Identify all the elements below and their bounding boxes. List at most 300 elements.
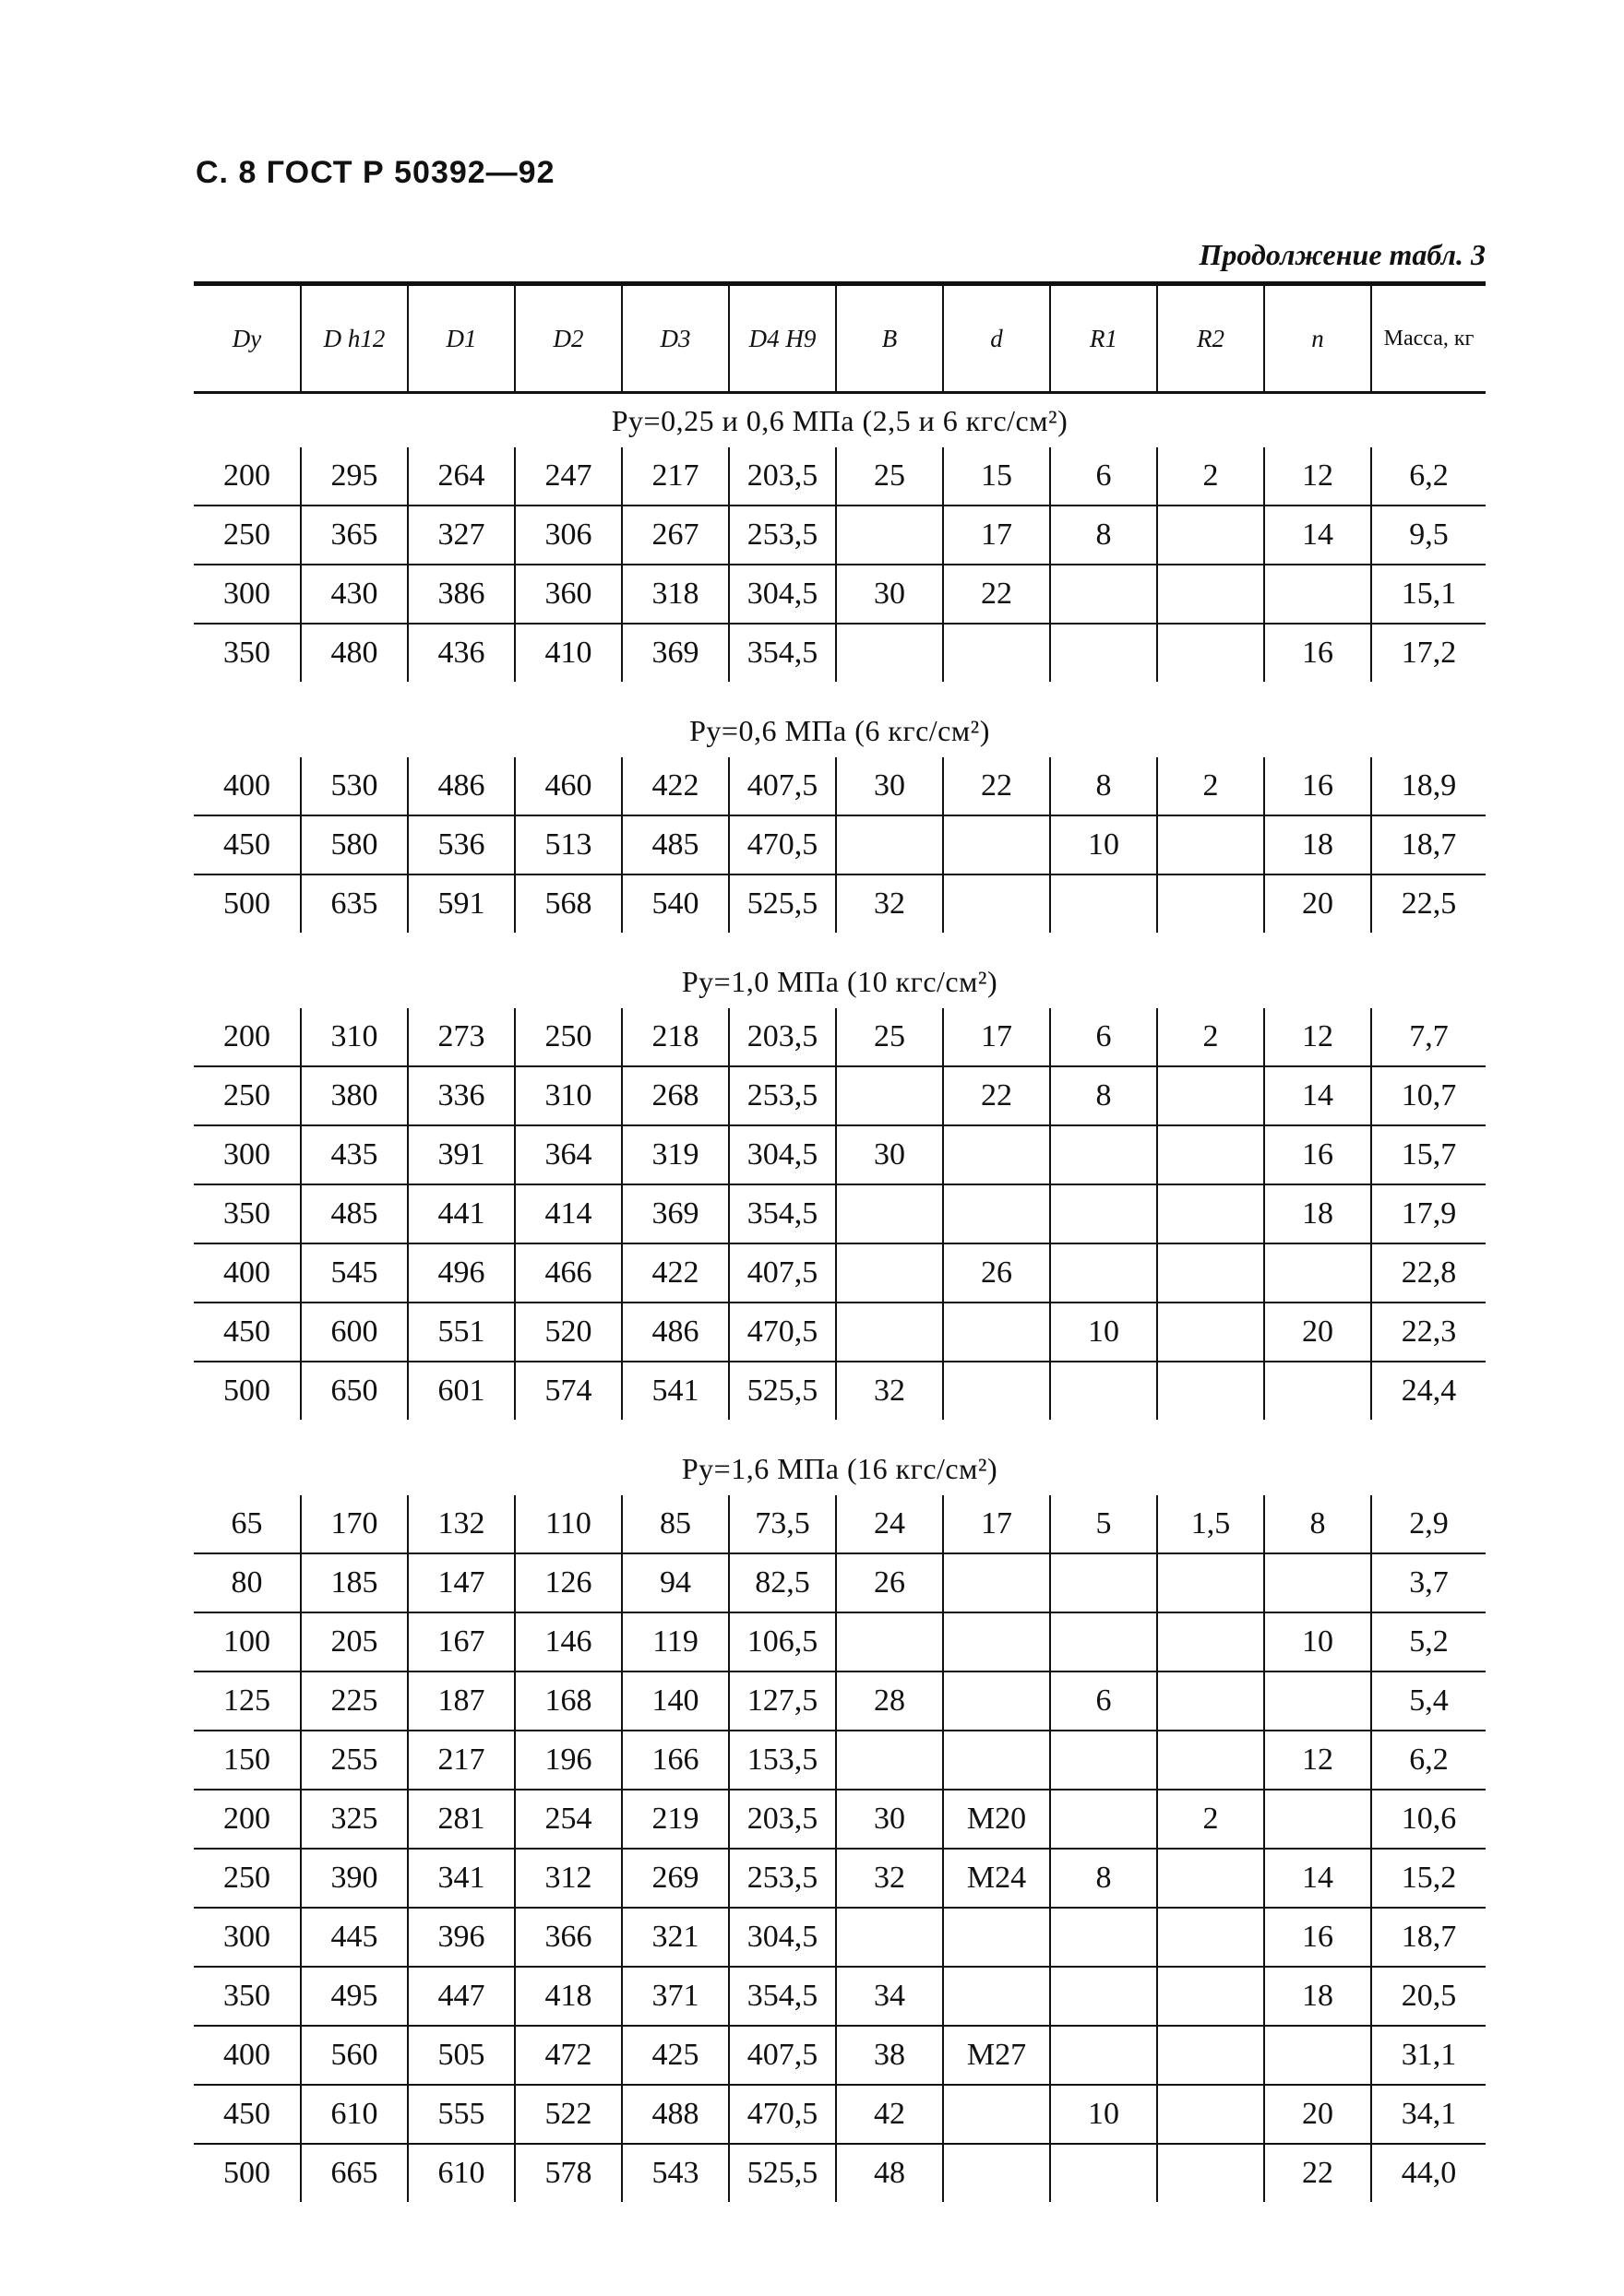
table-cell: 380 [301, 1066, 408, 1125]
table-cell: 269 [622, 1849, 729, 1908]
table-cell: 196 [515, 1731, 622, 1790]
table-cell [836, 1303, 943, 1362]
col-header-d1: D1 [408, 284, 515, 393]
section-header-row [194, 1442, 1486, 1495]
table-cell: 580 [301, 815, 408, 874]
table-cell: 486 [408, 757, 515, 815]
table-cell: 250 [194, 506, 301, 565]
table-cell: 16 [1264, 757, 1371, 815]
table-cell: 10,7 [1371, 1066, 1486, 1125]
col-header-d: D h12 [301, 284, 408, 393]
table-cell [943, 2085, 1050, 2144]
table-cell [943, 815, 1050, 874]
table-cell: 327 [408, 506, 515, 565]
table-cell: 304,5 [729, 1125, 836, 1184]
table-cell [943, 1731, 1050, 1790]
section-title: Pу=1,6 МПа (16 кгс/см²) [681, 1451, 998, 1485]
table-cell: 470,5 [729, 2085, 836, 2144]
table-cell: 24 [836, 1495, 943, 1553]
table-cell: 525,5 [729, 874, 836, 933]
table-cell [943, 624, 1050, 682]
table-row [194, 1849, 1486, 1908]
table-cell: 32 [836, 874, 943, 933]
table-cell: 25 [836, 1008, 943, 1066]
table-row [194, 1303, 1486, 1362]
table-cell: 304,5 [729, 565, 836, 624]
table-cell [943, 1184, 1050, 1243]
table-cell: 14 [1264, 506, 1371, 565]
table-cell: 12 [1264, 1008, 1371, 1066]
header-row [194, 284, 1486, 393]
table-cell: 360 [515, 565, 622, 624]
table-cell [836, 815, 943, 874]
table-cell [1050, 1125, 1157, 1184]
col-header-dy: Dy [194, 284, 301, 393]
table-cell [1157, 1125, 1264, 1184]
table-cell: 18,7 [1371, 1908, 1486, 1967]
table-cell [1050, 2026, 1157, 2085]
table-cell: 17 [943, 506, 1050, 565]
table-cell: 100 [194, 1612, 301, 1671]
table-row [194, 1362, 1486, 1420]
table-cell [1050, 1362, 1157, 1420]
table-cell: 17,9 [1371, 1184, 1486, 1243]
table-cell [836, 506, 943, 565]
table-cell: 450 [194, 2085, 301, 2144]
table-cell: 450 [194, 815, 301, 874]
table-cell: 5,2 [1371, 1612, 1486, 1671]
table-cell: 600 [301, 1303, 408, 1362]
table-cell: 6,2 [1371, 447, 1486, 506]
table-cell: 254 [515, 1790, 622, 1849]
table-row [194, 1184, 1486, 1243]
table-cell [1157, 506, 1264, 565]
table-row [194, 1790, 1486, 1849]
table-cell: 6 [1050, 447, 1157, 506]
table-cell: 26 [836, 1553, 943, 1612]
table-cell [943, 1612, 1050, 1671]
table-cell: 250 [515, 1008, 622, 1066]
table-cell: 20 [1264, 2085, 1371, 2144]
table-cell: 418 [515, 1967, 622, 2026]
table-cell: 435 [301, 1125, 408, 1184]
table-cell: 73,5 [729, 1495, 836, 1553]
table-cell: 6 [1050, 1008, 1157, 1066]
table-cell: 253,5 [729, 506, 836, 565]
table-cell: 522 [515, 2085, 622, 2144]
table-cell: 400 [194, 2026, 301, 2085]
table-cell: 30 [836, 1790, 943, 1849]
table-cell [943, 1362, 1050, 1420]
table-cell: 1,5 [1157, 1495, 1264, 1553]
table-cell [1050, 1553, 1157, 1612]
table-cell: 200 [194, 1790, 301, 1849]
table-cell [1264, 1553, 1371, 1612]
table-cell: 8 [1050, 1849, 1157, 1908]
table-cell: 247 [515, 447, 622, 506]
table-cell: 25 [836, 447, 943, 506]
table-cell: 650 [301, 1362, 408, 1420]
table-cell [836, 624, 943, 682]
table-cell: 250 [194, 1066, 301, 1125]
table-cell: 354,5 [729, 624, 836, 682]
table-cell: 525,5 [729, 2144, 836, 2202]
table-cell: 119 [622, 1612, 729, 1671]
table-row [194, 2144, 1486, 2202]
table-cell: 310 [301, 1008, 408, 1066]
table-cell: 267 [622, 506, 729, 565]
col-header-d2: D2 [515, 284, 622, 393]
table-cell: 450 [194, 1303, 301, 1362]
table-cell [943, 874, 1050, 933]
table-cell: 170 [301, 1495, 408, 1553]
table-cell: 10 [1050, 2085, 1157, 2144]
table-cell: 82,5 [729, 1553, 836, 1612]
table-cell: 441 [408, 1184, 515, 1243]
table-cell: 16 [1264, 1125, 1371, 1184]
table-cell: 390 [301, 1849, 408, 1908]
section-gap-cell [194, 682, 1486, 704]
table-row [194, 447, 1486, 506]
table-cell: 30 [836, 757, 943, 815]
table-cell: 2 [1157, 1790, 1264, 1849]
table-cell: 371 [622, 1967, 729, 2026]
table-cell: 495 [301, 1967, 408, 2026]
table-cell: 551 [408, 1303, 515, 1362]
col-header-r1: R1 [1050, 284, 1157, 393]
table-cell: 470,5 [729, 815, 836, 874]
table-cell: 187 [408, 1671, 515, 1731]
table-cell: 2 [1157, 757, 1264, 815]
table-cell: 15,7 [1371, 1125, 1486, 1184]
table-cell: 12 [1264, 1731, 1371, 1790]
table-cell: 665 [301, 2144, 408, 2202]
table-cell: 16 [1264, 624, 1371, 682]
table-cell: 203,5 [729, 1008, 836, 1066]
table-cell: 264 [408, 447, 515, 506]
table-cell: 486 [622, 1303, 729, 1362]
table-cell [836, 1908, 943, 1967]
table-cell: 205 [301, 1612, 408, 1671]
table-cell: 10 [1264, 1612, 1371, 1671]
table-cell: 400 [194, 757, 301, 815]
table-cell: 422 [622, 1243, 729, 1303]
table-cell [1157, 565, 1264, 624]
table-cell: 354,5 [729, 1967, 836, 2026]
table-cell [1157, 1243, 1264, 1303]
table-cell [1157, 1849, 1264, 1908]
table-cell: 22 [1264, 2144, 1371, 2202]
table-cell [836, 1612, 943, 1671]
table-cell: 436 [408, 624, 515, 682]
table-cell [1157, 1967, 1264, 2026]
table-cell: 126 [515, 1553, 622, 1612]
table-cell: 500 [223, 886, 270, 921]
table-cell: 2 [1157, 1008, 1264, 1066]
table-cell: 253,5 [729, 1066, 836, 1125]
table-cell [1050, 2144, 1157, 2202]
table-cell: 466 [515, 1243, 622, 1303]
table-row [194, 1125, 1486, 1184]
table-cell: 14 [1264, 1849, 1371, 1908]
col-header-d3: D3 [622, 284, 729, 393]
table-cell: 203,5 [729, 1790, 836, 1849]
table-cell: 2 [1157, 447, 1264, 506]
table-cell: 34 [836, 1967, 943, 2026]
table-cell: 300 [194, 1908, 301, 1967]
table-cell: 8 [1050, 1066, 1157, 1125]
table-cell: 480 [301, 624, 408, 682]
table-cell: 560 [301, 2026, 408, 2085]
table-cell: 472 [515, 2026, 622, 2085]
table-cell: 3,7 [1371, 1553, 1486, 1612]
table-body [194, 393, 1486, 2203]
table-cell: 350 [194, 1184, 301, 1243]
section-gap [194, 1420, 1486, 1442]
table-cell: 44,0 [1371, 2144, 1486, 2202]
section-gap-cell [194, 933, 1486, 955]
table-row [194, 757, 1486, 815]
table-cell: 407,5 [729, 757, 836, 815]
table-cell: 18,9 [1371, 757, 1486, 815]
table-row [194, 1008, 1486, 1066]
table-cell: 545 [301, 1243, 408, 1303]
section-gap [194, 933, 1486, 955]
table-cell: 31,1 [1371, 2026, 1486, 2085]
table-cell: 273 [408, 1008, 515, 1066]
table-cell: 281 [408, 1790, 515, 1849]
table-cell: 543 [622, 2144, 729, 2202]
table-cell: 407,5 [729, 2026, 836, 2085]
table-caption: Продолжение табл. 3 [1199, 238, 1486, 271]
table-row [194, 506, 1486, 565]
table-cell: 8 [1264, 1495, 1371, 1553]
table-cell: 354,5 [729, 1184, 836, 1243]
table-cell: 9,5 [1371, 506, 1486, 565]
table-cell: 6,2 [1371, 1731, 1486, 1790]
table-cell: 591 [408, 874, 515, 933]
table-cell: 7,7 [1371, 1008, 1486, 1066]
table-cell [836, 1243, 943, 1303]
table-cell: 304,5 [729, 1908, 836, 1967]
table-cell: 336 [408, 1066, 515, 1125]
table-cell [1157, 1731, 1264, 1790]
table-cell: 22 [943, 757, 1050, 815]
table-cell [1157, 815, 1264, 874]
table-cell: 250 [194, 1849, 301, 1908]
table-cell: 268 [622, 1066, 729, 1125]
table-cell: 318 [622, 565, 729, 624]
table-cell [1050, 874, 1157, 933]
table-cell [1157, 1184, 1264, 1243]
table-cell: 32 [836, 1849, 943, 1908]
table-cell: 18,7 [1371, 815, 1486, 874]
table-cell: 153,5 [729, 1731, 836, 1790]
table-cell: 306 [515, 506, 622, 565]
table-cell [1050, 1243, 1157, 1303]
table-cell: 410 [515, 624, 622, 682]
table-cell: 22,3 [1371, 1303, 1486, 1362]
table-cell [836, 1731, 943, 1790]
table-cell [943, 1967, 1050, 2026]
table-cell: 20 [1264, 874, 1371, 933]
table-cell: 536 [408, 815, 515, 874]
table-cell: 218 [622, 1008, 729, 1066]
table-cell: 28 [836, 1671, 943, 1731]
table-cell [1264, 1243, 1371, 1303]
col-header-d4: D4 H9 [729, 284, 836, 393]
table-cell [1157, 2026, 1264, 2085]
table-cell [1157, 624, 1264, 682]
table-cell: 255 [301, 1731, 408, 1790]
table-cell [1050, 1184, 1157, 1243]
table-cell: 22,8 [1371, 1243, 1486, 1303]
table-cell [1050, 624, 1157, 682]
table-cell: 125 [194, 1671, 301, 1731]
table-cell: 555 [408, 2085, 515, 2144]
table-cell: 568 [515, 874, 622, 933]
table-cell: 12 [1264, 447, 1371, 506]
table-cell: 217 [622, 447, 729, 506]
table-row [194, 1967, 1486, 2026]
table-cell: 17 [943, 1008, 1050, 1066]
section-gap-cell [194, 1420, 1486, 1442]
table-cell: 321 [622, 1908, 729, 1967]
table-cell: 18 [1264, 815, 1371, 874]
table-cell [1264, 1790, 1371, 1849]
table-cell: 400 [194, 1243, 301, 1303]
table-cell [1050, 1790, 1157, 1849]
table-cell: 386 [408, 565, 515, 624]
table-cell: 150 [194, 1731, 301, 1790]
table-cell: 610 [301, 2085, 408, 2144]
section-title: Pу=1,0 МПа (10 кгс/см²) [681, 964, 998, 998]
table-cell: 17 [943, 1495, 1050, 1553]
table-cell: 15 [943, 447, 1050, 506]
table-cell: 185 [301, 1553, 408, 1612]
table-cell: 422 [622, 757, 729, 815]
table-cell [1264, 1671, 1371, 1731]
table-cell: 391 [408, 1125, 515, 1184]
table-cell: 312 [515, 1849, 622, 1908]
table-row [194, 565, 1486, 624]
table-cell: 6 [1050, 1671, 1157, 1731]
table-row [194, 1908, 1486, 1967]
table-cell: 341 [408, 1849, 515, 1908]
table-cell: 350 [194, 1967, 301, 2026]
table-cell: 530 [301, 757, 408, 815]
table-cell [1157, 1066, 1264, 1125]
table-cell [1050, 1908, 1157, 1967]
table-cell: 601 [408, 1362, 515, 1420]
table-cell [1157, 1362, 1264, 1420]
table-cell: 295 [301, 447, 408, 506]
table-cell: 132 [408, 1495, 515, 1553]
table-row [194, 1066, 1486, 1125]
table-cell [943, 1125, 1050, 1184]
table-cell: 32 [836, 1362, 943, 1420]
section-header-row [194, 704, 1486, 757]
table-cell: 203,5 [729, 447, 836, 506]
table-cell [1264, 2026, 1371, 2085]
table-cell: 541 [622, 1362, 729, 1420]
table-cell: 30 [836, 1125, 943, 1184]
table-cell: 2,9 [1371, 1495, 1486, 1553]
table-cell: 166 [622, 1731, 729, 1790]
table-cell: 325 [301, 1790, 408, 1849]
table-cell: 365 [301, 506, 408, 565]
table-cell [943, 1553, 1050, 1612]
table-cell: M20 [943, 1790, 1050, 1849]
table-cell: 48 [836, 2144, 943, 2202]
table-row [194, 1731, 1486, 1790]
page-header: С. 8 ГОСТ Р 50392—92 [196, 155, 555, 190]
table-cell [1050, 1731, 1157, 1790]
table-cell: 369 [622, 1184, 729, 1243]
table-cell: 20 [1264, 1303, 1371, 1362]
table-row [194, 624, 1486, 682]
table-cell: 219 [622, 1790, 729, 1849]
table-cell: 146 [515, 1612, 622, 1671]
table-cell: 500 [223, 2156, 270, 2190]
table-cell: 200 [194, 447, 301, 506]
table-cell: 470,5 [729, 1303, 836, 1362]
table-cell [943, 1303, 1050, 1362]
col-header-r2: R2 [1157, 284, 1264, 393]
table-cell: 22 [943, 1066, 1050, 1125]
section-title: Pу=0,6 МПа (6 кгс/см²) [689, 713, 990, 747]
table-cell: 18 [1264, 1184, 1371, 1243]
table-cell: 5,4 [1371, 1671, 1486, 1731]
table-cell: 635 [301, 874, 408, 933]
table-cell: 225 [301, 1671, 408, 1731]
table-cell [1157, 2085, 1264, 2144]
table-cell: 18 [1264, 1967, 1371, 2026]
table-cell: 8 [1050, 506, 1157, 565]
table-cell [943, 2144, 1050, 2202]
table-cell: 5 [1050, 1495, 1157, 1553]
table-cell [943, 1908, 1050, 1967]
table-cell: 414 [515, 1184, 622, 1243]
table-cell: 610 [408, 2144, 515, 2202]
table-cell: 445 [301, 1908, 408, 1967]
table-row [194, 1243, 1486, 1303]
table-cell: 369 [622, 624, 729, 682]
table-cell [1264, 1362, 1371, 1420]
table-cell: 26 [943, 1243, 1050, 1303]
table-cell: 396 [408, 1908, 515, 1967]
table-row [194, 815, 1486, 874]
table-cell: 578 [515, 2144, 622, 2202]
table-cell: 24,4 [1371, 1362, 1486, 1420]
col-header-d-bolt: d [943, 284, 1050, 393]
table-cell [836, 1066, 943, 1125]
table-cell: 38 [836, 2026, 943, 2085]
col-header-b: B [836, 284, 943, 393]
table-cell: 485 [301, 1184, 408, 1243]
table-cell: 10,6 [1371, 1790, 1486, 1849]
table-row [194, 2026, 1486, 2085]
table-cell [1157, 1908, 1264, 1967]
col-header-mass: Масса, кг [1371, 284, 1486, 393]
section-header-row [194, 955, 1486, 1008]
table-cell: 30 [836, 565, 943, 624]
section-gap [194, 682, 1486, 704]
table-cell: 167 [408, 1612, 515, 1671]
table-cell [1050, 565, 1157, 624]
table-row [194, 1671, 1486, 1731]
table-cell [1050, 1967, 1157, 2026]
